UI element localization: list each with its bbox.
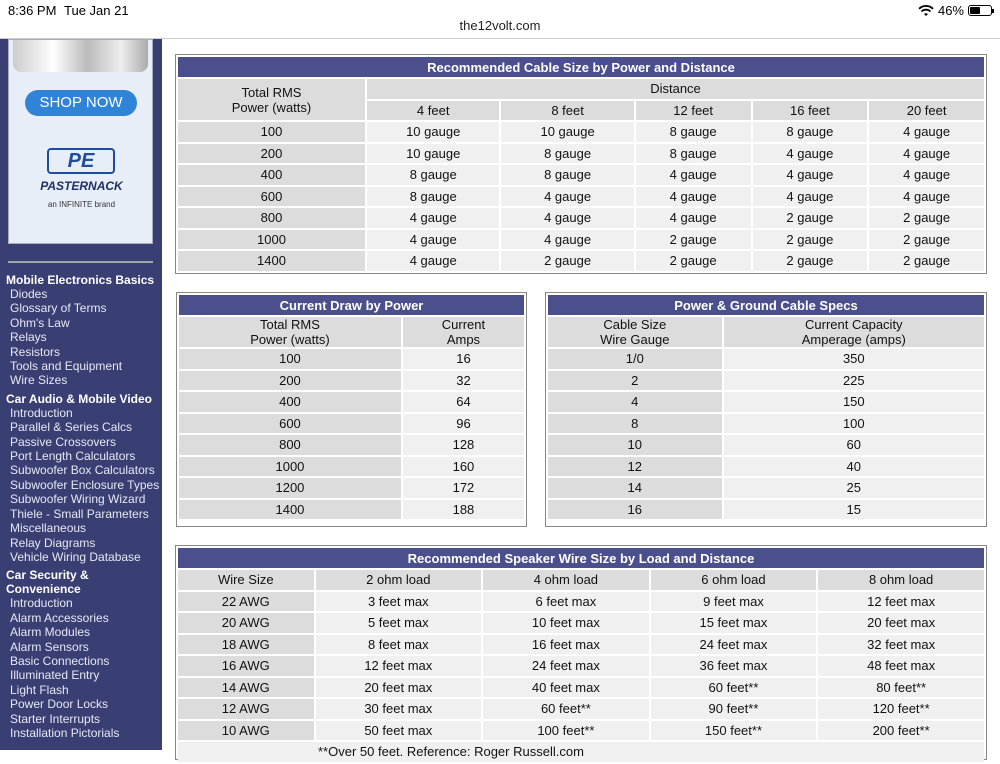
table-row: [548, 371, 984, 391]
table-cell: 25: [724, 478, 984, 498]
nav-link[interactable]: Alarm Sensors: [10, 639, 89, 654]
table-title: Recommended Speaker Wire Size by Load and Distance: [178, 548, 984, 568]
row-label: 1400: [179, 500, 401, 520]
table-cell: 4 gauge: [753, 187, 868, 207]
column-header: Current Amps: [403, 317, 524, 347]
nav-link[interactable]: Diodes: [10, 287, 48, 301]
table-row: [178, 251, 984, 271]
table-cell: 8 gauge: [636, 122, 751, 142]
brand-tagline: an INFINITE brand: [47, 200, 116, 209]
nav-link[interactable]: Port Length Calculators: [10, 449, 136, 464]
table-cell: 2 gauge: [636, 251, 751, 271]
table-cell: 15: [724, 500, 984, 520]
column-header: 20 feet: [869, 101, 984, 121]
table-cell: 32 feet max: [818, 635, 984, 655]
column-header: 8 feet: [501, 101, 633, 121]
row-label: 200: [179, 371, 401, 391]
table-cell: 30 feet max: [316, 699, 482, 719]
table-cell: 5 feet max: [316, 613, 482, 633]
table-row: [179, 392, 524, 412]
nav-link[interactable]: Glossary of Terms: [10, 301, 107, 316]
table-cell: 4 gauge: [367, 230, 499, 250]
table-cell: 8 gauge: [367, 165, 499, 185]
table-cell: 3 feet max: [316, 592, 482, 612]
nav-link[interactable]: Thiele - Small Parameters: [10, 506, 149, 521]
status-date: Tue Jan 21: [64, 3, 129, 18]
table-cell: 60 feet**: [651, 678, 817, 698]
table-row: [178, 721, 984, 741]
table-row: [178, 187, 984, 207]
table-cell: 4 gauge: [869, 165, 984, 185]
row-label: 18 AWG: [178, 635, 314, 655]
table-cell: 10 feet max: [483, 613, 649, 633]
table-cell: 8 gauge: [636, 144, 751, 164]
table-row: [548, 349, 984, 369]
nav-link[interactable]: Starter Interrupts: [10, 711, 101, 726]
table-row: [178, 613, 984, 633]
table-row: [179, 349, 524, 369]
table-cell: 4 gauge: [869, 122, 984, 142]
column-header: Total RMS Power (watts): [179, 317, 401, 347]
table-cell: 4 gauge: [367, 251, 499, 271]
row-label: 14 AWG: [178, 678, 314, 698]
table-cell: 172: [403, 478, 524, 498]
table-cell: 2 gauge: [753, 208, 868, 228]
row-label: 14: [548, 478, 722, 498]
column-header: Current Capacity Amperage (amps): [724, 317, 984, 347]
table-cell: 200 feet**: [818, 721, 984, 741]
table-row: [548, 392, 984, 412]
current-draw-panel: [176, 292, 527, 527]
speaker-wire-panel: [175, 545, 987, 760]
battery-percent: 46%: [937, 3, 964, 18]
table-cell: 16 feet max: [483, 635, 649, 655]
table-cell: 4 gauge: [753, 144, 868, 164]
table-cell: 9 feet max: [651, 592, 817, 612]
table-cell: 4 gauge: [869, 187, 984, 207]
table-cell: 24 feet max: [651, 635, 817, 655]
nav-link[interactable]: Installation Pictorials: [10, 725, 120, 740]
column-header: 4 feet: [367, 101, 499, 121]
table-cell: 50 feet max: [316, 721, 482, 741]
row-label: 16: [548, 500, 722, 520]
table-cell: 8 gauge: [367, 187, 499, 207]
table-row: [179, 500, 524, 520]
nav-section-title: Car Security & Convenience: [6, 568, 89, 597]
table-cell: 120 feet**: [818, 699, 984, 719]
cable-size-table: [176, 55, 986, 273]
table-cell: 225: [724, 371, 984, 391]
table-cell: 4 gauge: [501, 230, 633, 250]
row-label: 400: [178, 165, 365, 185]
ground-cable-panel: [545, 292, 987, 527]
pe-logo: PE: [47, 148, 115, 174]
row-label: 2: [548, 371, 722, 391]
row-label: 12: [548, 457, 722, 477]
nav-link[interactable]: Introduction: [10, 405, 73, 420]
nav-link[interactable]: Basic Connections: [10, 653, 110, 668]
table-cell: 20 feet max: [818, 613, 984, 633]
table-cell: 90 feet**: [651, 699, 817, 719]
row-label: 600: [178, 187, 365, 207]
row-label: 12 AWG: [178, 699, 314, 719]
row-label: 1000: [178, 230, 365, 250]
row-label: 10: [548, 435, 722, 455]
nav-section-title: Mobile Electronics Basics: [6, 273, 155, 287]
table-row: [178, 678, 984, 698]
row-label: 200: [178, 144, 365, 164]
table-row: [548, 435, 984, 455]
nav-link[interactable]: Relay Diagrams: [10, 535, 96, 550]
table-cell: 10 gauge: [367, 144, 499, 164]
row-label: 400: [179, 392, 401, 412]
table-title: Power & Ground Cable Specs: [548, 295, 984, 315]
table-row: [179, 414, 524, 434]
nav-link[interactable]: Parallel & Series Calcs: [10, 420, 133, 435]
row-label: 800: [178, 208, 365, 228]
shop-now-button[interactable]: SHOP NOW: [25, 90, 137, 116]
table-cell: 36 feet max: [651, 656, 817, 676]
table-cell: 12 feet max: [818, 592, 984, 612]
table-row: [178, 699, 984, 719]
table-cell: 4 gauge: [367, 208, 499, 228]
column-header: Wire Size: [178, 570, 314, 590]
table-cell: 4 gauge: [869, 144, 984, 164]
row-label: 20 AWG: [178, 613, 314, 633]
table-row: [178, 230, 984, 250]
table-cell: 16: [403, 349, 524, 369]
table-cell: 10 gauge: [501, 122, 633, 142]
nav-link[interactable]: Light Flash: [10, 682, 69, 697]
nav-link[interactable]: Passive Crossovers: [10, 434, 117, 449]
table-cell: 4 gauge: [753, 165, 868, 185]
table-cell: 80 feet**: [818, 678, 984, 698]
nav-link[interactable]: Alarm Modules: [10, 625, 91, 640]
column-header: 12 feet: [636, 101, 751, 121]
table-cell: 2 gauge: [869, 230, 984, 250]
table-cell: 24 feet max: [483, 656, 649, 676]
table-cell: 4 gauge: [636, 208, 751, 228]
table-cell: 96: [403, 414, 524, 434]
table-cell: 100: [724, 414, 984, 434]
pasternack-ad[interactable]: [8, 39, 153, 244]
nav-link[interactable]: Relays: [10, 330, 47, 345]
connectors-image: [13, 40, 148, 72]
column-header: 4 ohm load: [483, 570, 649, 590]
table-cell: 188: [403, 500, 524, 520]
table-cell: 150 feet**: [651, 721, 817, 741]
table-cell: 32: [403, 371, 524, 391]
table-cell: 8 gauge: [501, 165, 633, 185]
table-cell: 60 feet**: [483, 699, 649, 719]
table-row: [179, 435, 524, 455]
table-cell: 60: [724, 435, 984, 455]
table-cell: 64: [403, 392, 524, 412]
table-cell: 4 gauge: [636, 187, 751, 207]
table-cell: 2 gauge: [753, 230, 868, 250]
row-label: 800: [179, 435, 401, 455]
table-row: [178, 165, 984, 185]
table-cell: 350: [724, 349, 984, 369]
nav-link[interactable]: Ohm's Law: [10, 315, 70, 330]
row-label: 1200: [179, 478, 401, 498]
speaker-wire-table: [176, 546, 986, 764]
nav-link[interactable]: Resistors: [10, 344, 61, 359]
table-cell: 48 feet max: [818, 656, 984, 676]
nav-link[interactable]: Introduction: [10, 596, 73, 611]
row-label: 22 AWG: [178, 592, 314, 612]
table-cell: 2 gauge: [869, 251, 984, 271]
sidebar-nav: [6, 269, 160, 740]
url-bar[interactable]: the12volt.com: [459, 18, 541, 33]
current-draw-table: [177, 293, 526, 521]
table-row: [178, 635, 984, 655]
row-label: 100: [178, 122, 365, 142]
column-header: 2 ohm load: [316, 570, 482, 590]
nav-link[interactable]: Tools and Equipment: [10, 359, 123, 374]
table-cell: 160: [403, 457, 524, 477]
table-cell: 40 feet max: [483, 678, 649, 698]
row-label: 10 AWG: [178, 721, 314, 741]
column-header: Total RMS Power (watts): [178, 79, 365, 120]
brand-name: PASTERNACK: [40, 179, 123, 193]
nav-link[interactable]: Alarm Accessories: [10, 610, 109, 625]
distance-header: Distance: [367, 79, 984, 99]
table-cell: 10 gauge: [367, 122, 499, 142]
column-header: 8 ohm load: [818, 570, 984, 590]
table-cell: 4 gauge: [501, 208, 633, 228]
nav-section-title: Car Audio & Mobile Video: [6, 391, 153, 406]
table-row: [178, 656, 984, 676]
nav-link[interactable]: Illuminated Entry: [10, 668, 100, 683]
table-cell: 12 feet max: [316, 656, 482, 676]
table-cell: 2 gauge: [753, 251, 868, 271]
table-row: [179, 478, 524, 498]
table-cell: 15 feet max: [651, 613, 817, 633]
table-cell: 6 feet max: [483, 592, 649, 612]
table-cell: 2 gauge: [636, 230, 751, 250]
column-header: 6 ohm load: [651, 570, 817, 590]
row-label: 4: [548, 392, 722, 412]
sidebar: [0, 39, 162, 750]
table-row: [179, 371, 524, 391]
cable-size-panel: [175, 54, 987, 274]
table-title: Current Draw by Power: [179, 295, 524, 315]
table-cell: 100 feet**: [483, 721, 649, 741]
ground-cable-table: [546, 293, 986, 521]
table-cell: 20 feet max: [316, 678, 482, 698]
row-label: 1/0: [548, 349, 722, 369]
nav-link[interactable]: Subwoofer Wiring Wizard: [10, 492, 146, 507]
status-time: 8:36 PM: [8, 3, 57, 18]
table-row: [178, 122, 984, 142]
table-cell: 2 gauge: [501, 251, 633, 271]
nav-link[interactable]: Power Door Locks: [10, 697, 109, 712]
table-cell: 8 gauge: [501, 144, 633, 164]
table-row: [179, 457, 524, 477]
row-label: 600: [179, 414, 401, 434]
nav-link[interactable]: Wire Sizes: [10, 373, 68, 388]
table-row: [178, 208, 984, 228]
row-label: 8: [548, 414, 722, 434]
table-row: [178, 144, 984, 164]
column-header: 16 feet: [753, 101, 868, 121]
row-label: 100: [179, 349, 401, 369]
row-label: 16 AWG: [178, 656, 314, 676]
table-row: [548, 457, 984, 477]
table-cell: 4 gauge: [501, 187, 633, 207]
nav-link[interactable]: Subwoofer Box Calculators: [10, 463, 155, 478]
table-cell: 8 gauge: [753, 122, 868, 142]
nav-link[interactable]: Subwoofer Enclosure Types: [10, 477, 160, 492]
nav-link[interactable]: Miscellaneous: [10, 521, 87, 536]
table-cell: 128: [403, 435, 524, 455]
footnote: **Over 50 feet. Reference: Roger Russell.com: [178, 742, 984, 762]
table-row: [548, 500, 984, 520]
table-cell: 2 gauge: [869, 208, 984, 228]
table-cell: 4 gauge: [636, 165, 751, 185]
table-row: [548, 478, 984, 498]
row-label: 1000: [179, 457, 401, 477]
table-row: [178, 592, 984, 612]
table-cell: 40: [724, 457, 984, 477]
table-cell: 8 feet max: [316, 635, 482, 655]
table-title: Recommended Cable Size by Power and Distance: [178, 57, 984, 77]
table-row: [548, 414, 984, 434]
nav-link[interactable]: Vehicle Wiring Database: [10, 549, 141, 564]
table-cell: 150: [724, 392, 984, 412]
row-label: 1400: [178, 251, 365, 271]
column-header: Cable Size Wire Gauge: [548, 317, 722, 347]
